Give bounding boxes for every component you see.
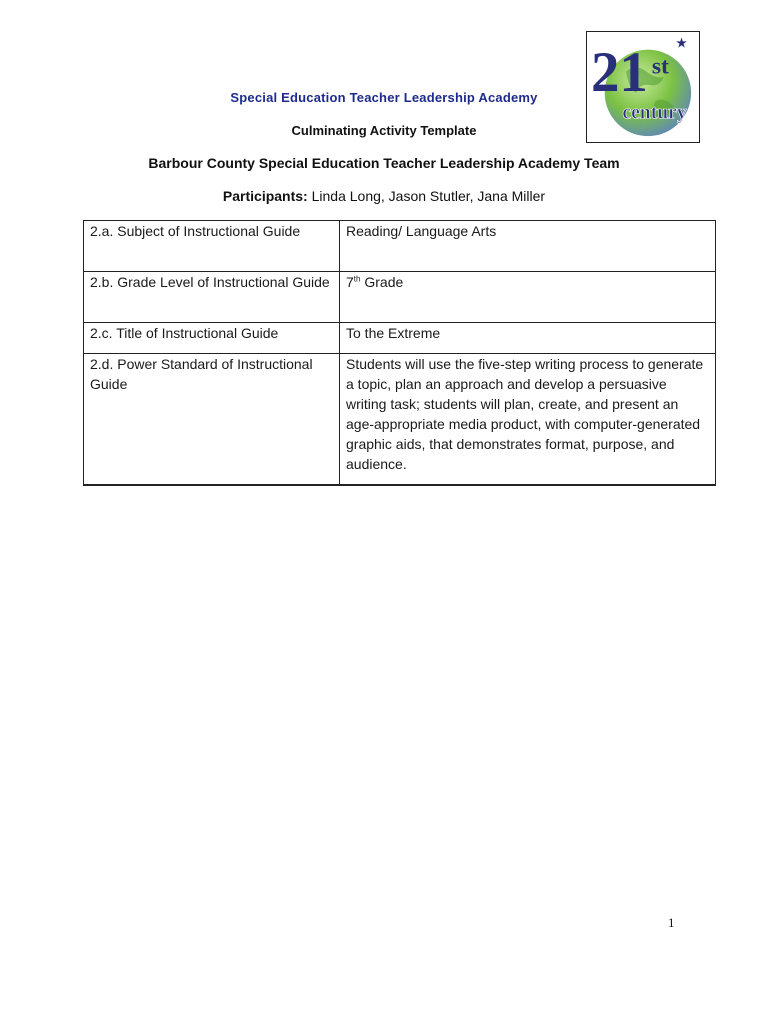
row-label: 2.c. Title of Instructional Guide [84, 323, 340, 354]
instructional-guide-table [83, 220, 716, 486]
row-value: To the Extreme [340, 323, 716, 354]
logo-word: century [622, 101, 687, 124]
row-label: 2.d. Power Standard of Instructional Guide [84, 354, 340, 486]
team-title: Barbour County Special Education Teacher Leadership Academy Team [148, 155, 620, 171]
participants-label: Participants: [222, 188, 308, 204]
table-row [84, 323, 716, 354]
participants-names: Linda Long, Jason Stutler, Jana Miller [311, 188, 546, 204]
logo-number: 21 [590, 40, 648, 104]
participants-line [0, 188, 768, 204]
row-value: Students will use the five-step writing process to generate a topic, plan an approach and develop a persuasive writing task; students will plan, create, and present an age-appropriate media product, with computer-generated graphic aids, that demonstrates format, purpose, and audience. [340, 354, 716, 486]
table-row [84, 221, 716, 272]
table-row [84, 354, 716, 486]
template-title: Culminating Activity Template [291, 123, 477, 138]
star-icon: ★ [675, 35, 688, 51]
page-number: 1 [668, 915, 675, 930]
row-label: 2.b. Grade Level of Instructional Guide [84, 272, 340, 323]
row-label: 2.a. Subject of Instructional Guide [84, 221, 340, 272]
academy-title [0, 90, 768, 105]
logo-superscript: st [651, 53, 669, 80]
grade-number: 7 [346, 274, 354, 290]
row-value [340, 272, 716, 323]
row-value: Reading/ Language Arts [340, 221, 716, 272]
grade-word: Grade [360, 274, 404, 290]
academy-title-text: Special Education Teacher Leadership Academy [230, 90, 538, 105]
table-row [84, 272, 716, 323]
grade-suffix: th [353, 274, 361, 284]
